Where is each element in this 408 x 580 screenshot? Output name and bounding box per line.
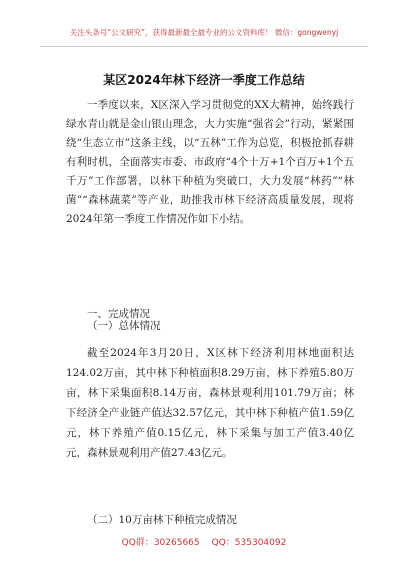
qq-label: QQ： (211, 538, 235, 548)
qq-number: 535304092 (234, 538, 287, 548)
intro-paragraph: 一季度以来，X区深入学习贯彻党的XX大精神，始终践行绿水青山就是金山银山理念，大力实施“强省会”行动，紧紧围绕“生态立市”这条主线，以“五林”工作为总览，积极抢抓春耕有利时机，全面落实市委、市政府“4个十万+1个百万+1个五千万”工作部署，以林下种植为突破口，大力发展“林药”“林菌”“森林蔬菜”等产业，助推我市林下经济高质量发展，现将2024年第一季度工作情况作如下小结。 (66, 99, 354, 225)
header-notice: 关注头条号“公文研究”，获得最新最全最专业的公文资料库！ 微信：gongwenyj (69, 28, 339, 37)
overall-paragraph: 截至2024年3月20日，X区林下经济利用林地面积达124.02万亩，其中林下种植面积8.29万亩，林下养殖5.80万亩，林下采集面积8.14万亩，森林景观利用101.79万亩；林下经济全产业链产值达32.57亿元，其中林下种植产值1.59亿元，林下养殖产值0.15亿元，林下采集与加工产值3.40亿元，森林景观利用产值27.43亿元。 (66, 347, 354, 459)
subsection-heading-overall: （一）总体情况 (87, 320, 161, 332)
document-title: 某区2024年林下经济一季度工作总结 (103, 73, 305, 87)
qq-group-number: 30265665 (153, 538, 200, 548)
subsection-heading-2: （二）10万亩林下种植完成情况 (87, 514, 237, 526)
qq-group-label: QQ群： (121, 538, 154, 548)
footer-contact (0, 535, 408, 548)
section-heading-1: 一、完成情况 (87, 308, 150, 320)
header-divider (40, 46, 368, 47)
